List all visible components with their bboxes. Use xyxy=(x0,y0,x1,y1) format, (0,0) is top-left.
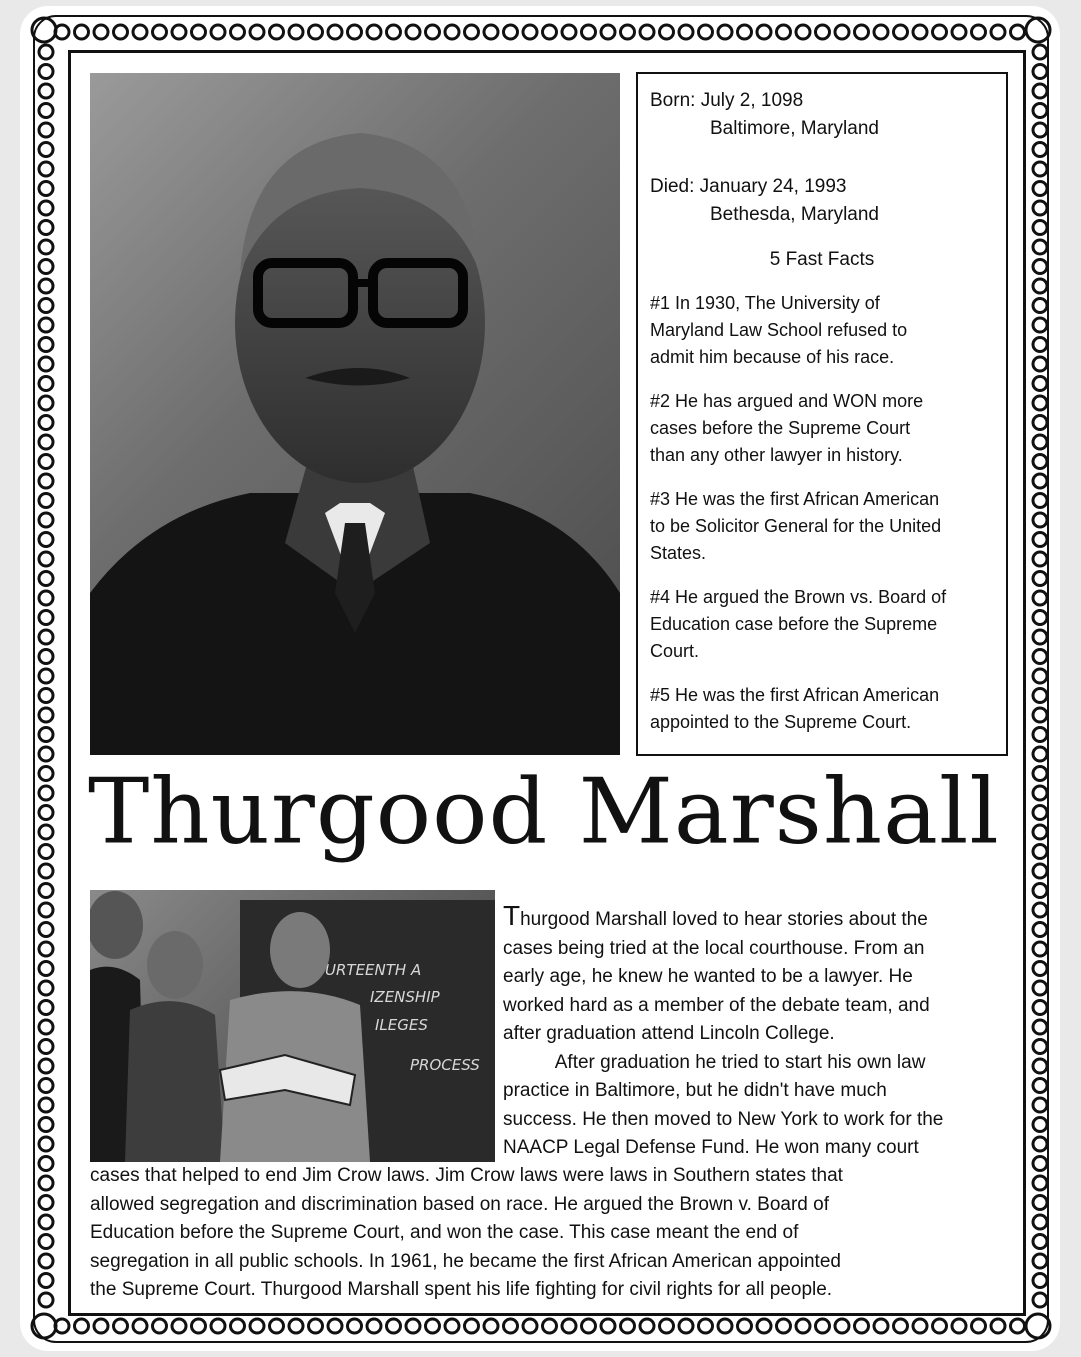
border-loop xyxy=(39,1040,53,1054)
border-loop xyxy=(757,25,771,39)
border-loop xyxy=(75,1319,89,1333)
died-place: Bethesda, Maryland xyxy=(710,204,879,225)
border-loop xyxy=(1033,338,1047,352)
border-loop xyxy=(913,1319,927,1333)
border-loop xyxy=(660,25,674,39)
border-loop xyxy=(933,1319,947,1333)
border-loop xyxy=(1033,1176,1047,1190)
border-loop xyxy=(39,1098,53,1112)
border-loop xyxy=(39,377,53,391)
border-loop xyxy=(39,65,53,79)
border-loop xyxy=(39,104,53,118)
border-loop xyxy=(1033,825,1047,839)
border-loop xyxy=(699,1319,713,1333)
border-loop xyxy=(406,25,420,39)
border-loop xyxy=(39,435,53,449)
border-loop xyxy=(718,1319,732,1333)
border-loop xyxy=(39,845,53,859)
border-loop xyxy=(1033,981,1047,995)
border-loop xyxy=(406,1319,420,1333)
blackboard-line-4: PROCESS xyxy=(410,1056,480,1074)
border-loop xyxy=(39,474,53,488)
border-loop xyxy=(39,260,53,274)
fact-4: #4 He argued the Brown vs. Board of Education case before the Supreme Court. xyxy=(650,587,947,661)
border-loop xyxy=(1033,494,1047,508)
border-loop xyxy=(39,942,53,956)
fact-5: #5 He was the first African American appointed to the Supreme Court. xyxy=(650,685,940,732)
border-loop xyxy=(1033,455,1047,469)
border-loop xyxy=(1033,182,1047,196)
border-loop xyxy=(1033,513,1047,527)
border-loop xyxy=(367,25,381,39)
border-loop xyxy=(601,1319,615,1333)
border-loop xyxy=(1011,1319,1025,1333)
border-loop xyxy=(39,299,53,313)
border-loop xyxy=(1033,299,1047,313)
border-loop xyxy=(660,1319,674,1333)
border-loop xyxy=(1033,65,1047,79)
border-loop xyxy=(133,1319,147,1333)
border-loop xyxy=(1033,786,1047,800)
border-loop xyxy=(952,1319,966,1333)
border-loop xyxy=(39,728,53,742)
born-place: Baltimore, Maryland xyxy=(710,118,879,139)
story-line-1: Thurgood Marshall loved to hear stories about the xyxy=(503,900,928,931)
border-loop xyxy=(1033,474,1047,488)
border-loop xyxy=(679,1319,693,1333)
border-loop xyxy=(1033,630,1047,644)
border-loop xyxy=(1033,1274,1047,1288)
border-loop xyxy=(39,572,53,586)
border-loop xyxy=(621,25,635,39)
border-loop xyxy=(426,1319,440,1333)
border-loop xyxy=(39,1254,53,1268)
border-loop xyxy=(855,25,869,39)
border-loop xyxy=(39,1274,53,1288)
border-loop xyxy=(1033,84,1047,98)
border-loop xyxy=(1033,318,1047,332)
border-loop xyxy=(1033,1040,1047,1054)
fact-1: #1 In 1930, The University of Maryland Law School refused to admit him because of his race. xyxy=(650,293,908,367)
border-loop xyxy=(1033,1157,1047,1171)
border-loop xyxy=(133,25,147,39)
border-loop xyxy=(855,1319,869,1333)
border-loop xyxy=(523,25,537,39)
border-loop xyxy=(309,1319,323,1333)
border-loop xyxy=(1033,747,1047,761)
border-loop xyxy=(1033,1293,1047,1307)
border-loop xyxy=(874,25,888,39)
border-loop xyxy=(328,25,342,39)
border-loop xyxy=(211,25,225,39)
border-loop xyxy=(153,25,167,39)
border-loop xyxy=(387,1319,401,1333)
border-loop xyxy=(94,1319,108,1333)
border-loop xyxy=(1033,650,1047,664)
border-loop xyxy=(1033,143,1047,157)
border-loop xyxy=(1033,260,1047,274)
border-loop xyxy=(1033,45,1047,59)
border-loop xyxy=(1033,728,1047,742)
border-loop xyxy=(39,923,53,937)
border-loop xyxy=(991,25,1005,39)
born-date: Born: July 2, 1098 xyxy=(650,90,804,111)
border-loop xyxy=(270,1319,284,1333)
border-loop xyxy=(1033,123,1047,137)
border-loop xyxy=(1033,396,1047,410)
border-loop xyxy=(39,396,53,410)
border-loop xyxy=(39,825,53,839)
border-loop xyxy=(39,630,53,644)
border-loop xyxy=(172,1319,186,1333)
border-loop xyxy=(39,1293,53,1307)
border-loop xyxy=(39,357,53,371)
border-loop xyxy=(1033,435,1047,449)
border-loop xyxy=(894,1319,908,1333)
border-loop xyxy=(39,318,53,332)
border-loop xyxy=(114,1319,128,1333)
border-loop xyxy=(1011,25,1025,39)
border-loop xyxy=(1033,104,1047,118)
border-loop xyxy=(1033,767,1047,781)
border-loop xyxy=(582,25,596,39)
border-loop xyxy=(39,689,53,703)
border-loop xyxy=(1033,942,1047,956)
border-loop xyxy=(39,864,53,878)
border-loop xyxy=(1033,1001,1047,1015)
border-loop xyxy=(933,25,947,39)
border-loop xyxy=(39,494,53,508)
border-loop xyxy=(172,25,186,39)
border-loop xyxy=(39,143,53,157)
border-loop xyxy=(1033,1137,1047,1151)
border-loop xyxy=(39,1215,53,1229)
border-loop xyxy=(952,25,966,39)
border-loop xyxy=(289,25,303,39)
border-loop xyxy=(1033,357,1047,371)
border-loop xyxy=(738,25,752,39)
border-loop xyxy=(718,25,732,39)
fact-2: #2 He has argued and WON more cases before the Supreme Court than any other lawyer in history. xyxy=(650,391,924,465)
border-loop xyxy=(1033,806,1047,820)
border-loop xyxy=(582,1319,596,1333)
blackboard-line-1: URTEENTH A xyxy=(325,961,422,979)
border-loop xyxy=(1033,1059,1047,1073)
border-loop xyxy=(39,1079,53,1093)
border-loop xyxy=(39,240,53,254)
border-loop xyxy=(894,25,908,39)
border-loop xyxy=(39,201,53,215)
border-loop xyxy=(39,611,53,625)
page-title: Thurgood Marshall xyxy=(88,759,1000,864)
border-loop xyxy=(1033,689,1047,703)
border-loop xyxy=(777,1319,791,1333)
border-loop xyxy=(1033,669,1047,683)
fast-facts-box xyxy=(636,72,1008,756)
border-loop xyxy=(250,1319,264,1333)
border-loop xyxy=(39,1059,53,1073)
border-loop xyxy=(39,747,53,761)
border-loop xyxy=(39,1137,53,1151)
story-text-right: Thurgood Marshall loved to hear stories about the cases being tried at the local courthouse. From an early age, he knew he wanted to be a lawyer. He worked hard as a member of the debate team, and after graduation attend Lincoln College. After graduation he tried to start his own law practice in Baltimore, but he didn't have much success. He then moved to New York to work for the NAACP Legal Defense Fund. He won many court xyxy=(503,900,944,1158)
border-loop xyxy=(543,1319,557,1333)
border-loop xyxy=(777,25,791,39)
border-loop xyxy=(231,25,245,39)
border-loop xyxy=(543,25,557,39)
border-loop xyxy=(1033,240,1047,254)
border-loop xyxy=(270,25,284,39)
border-loop xyxy=(39,221,53,235)
border-loop xyxy=(39,455,53,469)
blackboard-line-3: ILEGES xyxy=(375,1016,428,1034)
border-loop xyxy=(972,25,986,39)
border-loop xyxy=(835,25,849,39)
border-loop xyxy=(94,25,108,39)
border-loop xyxy=(39,1196,53,1210)
border-loop xyxy=(874,1319,888,1333)
border-loop xyxy=(1033,1254,1047,1268)
border-loop xyxy=(114,25,128,39)
border-loop xyxy=(39,182,53,196)
story-text-bottom: cases that helped to end Jim Crow laws. Jim Crow laws were laws in Southern states that allowed segregation and discrimination based on race. He argued the Brown v. Board of Education before the Supreme Court, and won the case. This case meant the end of segregation in all public schools. In 1961, he became the first African American appointed the Supreme Court. Thurgood Marshall spent his life fighting for civil rights for all people. xyxy=(90,1165,843,1300)
border-loop xyxy=(562,1319,576,1333)
border-loop xyxy=(1033,377,1047,391)
blackboard-line-2: IZENSHIP xyxy=(370,988,440,1006)
border-loop xyxy=(39,533,53,547)
border-loop xyxy=(1033,591,1047,605)
border-loop xyxy=(1033,1235,1047,1249)
border-loop xyxy=(39,903,53,917)
border-loop xyxy=(1033,1098,1047,1112)
border-loop xyxy=(39,162,53,176)
border-loop xyxy=(1033,572,1047,586)
border-loop xyxy=(39,416,53,430)
border-loop xyxy=(39,767,53,781)
border-loop xyxy=(796,25,810,39)
border-loop xyxy=(348,25,362,39)
border-loop xyxy=(309,25,323,39)
border-loop xyxy=(601,25,615,39)
border-loop xyxy=(39,338,53,352)
border-loop xyxy=(39,884,53,898)
border-loop xyxy=(39,708,53,722)
border-loop xyxy=(289,1319,303,1333)
border-loop xyxy=(1033,708,1047,722)
border-loop xyxy=(39,1118,53,1132)
border-loop xyxy=(738,1319,752,1333)
border-loop xyxy=(153,1319,167,1333)
portrait-photo xyxy=(90,73,620,755)
border-loop xyxy=(972,1319,986,1333)
border-loop xyxy=(1033,962,1047,976)
border-loop xyxy=(1033,1196,1047,1210)
border-loop xyxy=(192,1319,206,1333)
border-loop xyxy=(1033,552,1047,566)
border-loop xyxy=(39,650,53,664)
border-loop xyxy=(640,25,654,39)
border-loop xyxy=(39,279,53,293)
border-loop xyxy=(39,981,53,995)
border-loop xyxy=(75,25,89,39)
border-loop xyxy=(39,1020,53,1034)
border-loop xyxy=(39,669,53,683)
fact-3: #3 He was the first African American to be Solicitor General for the United States. xyxy=(650,489,942,563)
border-loop xyxy=(1033,279,1047,293)
border-loop xyxy=(465,25,479,39)
border-loop xyxy=(211,1319,225,1333)
border-loop xyxy=(913,25,927,39)
border-loop xyxy=(1033,903,1047,917)
border-loop xyxy=(1033,416,1047,430)
border-loop xyxy=(1033,845,1047,859)
border-loop xyxy=(562,25,576,39)
border-loop xyxy=(39,513,53,527)
border-loop xyxy=(991,1319,1005,1333)
border-loop xyxy=(387,25,401,39)
border-loop xyxy=(39,1001,53,1015)
border-loop xyxy=(679,25,693,39)
border-loop xyxy=(39,591,53,605)
border-loop xyxy=(39,962,53,976)
border-loop xyxy=(39,1157,53,1171)
border-loop xyxy=(1033,611,1047,625)
border-loop xyxy=(796,1319,810,1333)
border-loop xyxy=(1033,162,1047,176)
border-loop xyxy=(1033,1079,1047,1093)
border-loop xyxy=(39,123,53,137)
border-loop xyxy=(231,1319,245,1333)
border-loop xyxy=(367,1319,381,1333)
border-loop xyxy=(250,25,264,39)
border-loop xyxy=(1033,1020,1047,1034)
border-loop xyxy=(757,1319,771,1333)
border-loop xyxy=(640,1319,654,1333)
border-loop xyxy=(39,84,53,98)
border-loop xyxy=(445,1319,459,1333)
border-loop xyxy=(1033,221,1047,235)
border-loop xyxy=(426,25,440,39)
border-loop xyxy=(348,1319,362,1333)
border-loop xyxy=(1033,533,1047,547)
border-loop xyxy=(39,552,53,566)
border-loop xyxy=(1033,1118,1047,1132)
border-loop xyxy=(816,1319,830,1333)
border-loop xyxy=(445,25,459,39)
border-loop xyxy=(699,25,713,39)
border-loop xyxy=(1033,864,1047,878)
dropcap: T xyxy=(503,900,521,931)
border-loop xyxy=(484,25,498,39)
border-loop xyxy=(523,1319,537,1333)
border-loop xyxy=(39,1235,53,1249)
died-date: Died: January 24, 1993 xyxy=(650,176,847,197)
border-loop xyxy=(1033,884,1047,898)
border-loop xyxy=(465,1319,479,1333)
border-loop xyxy=(835,1319,849,1333)
border-loop xyxy=(1033,201,1047,215)
border-loop xyxy=(192,25,206,39)
border-loop xyxy=(504,1319,518,1333)
border-loop xyxy=(484,1319,498,1333)
border-loop xyxy=(504,25,518,39)
border-loop xyxy=(39,786,53,800)
border-loop xyxy=(39,45,53,59)
border-loop xyxy=(621,1319,635,1333)
border-loop xyxy=(1033,923,1047,937)
facts-heading: 5 Fast Facts xyxy=(769,249,875,270)
border-loop xyxy=(39,1176,53,1190)
border-loop xyxy=(816,25,830,39)
border-loop xyxy=(39,806,53,820)
border-loop xyxy=(1033,1215,1047,1229)
courtroom-photo xyxy=(90,890,495,1162)
border-loop xyxy=(328,1319,342,1333)
